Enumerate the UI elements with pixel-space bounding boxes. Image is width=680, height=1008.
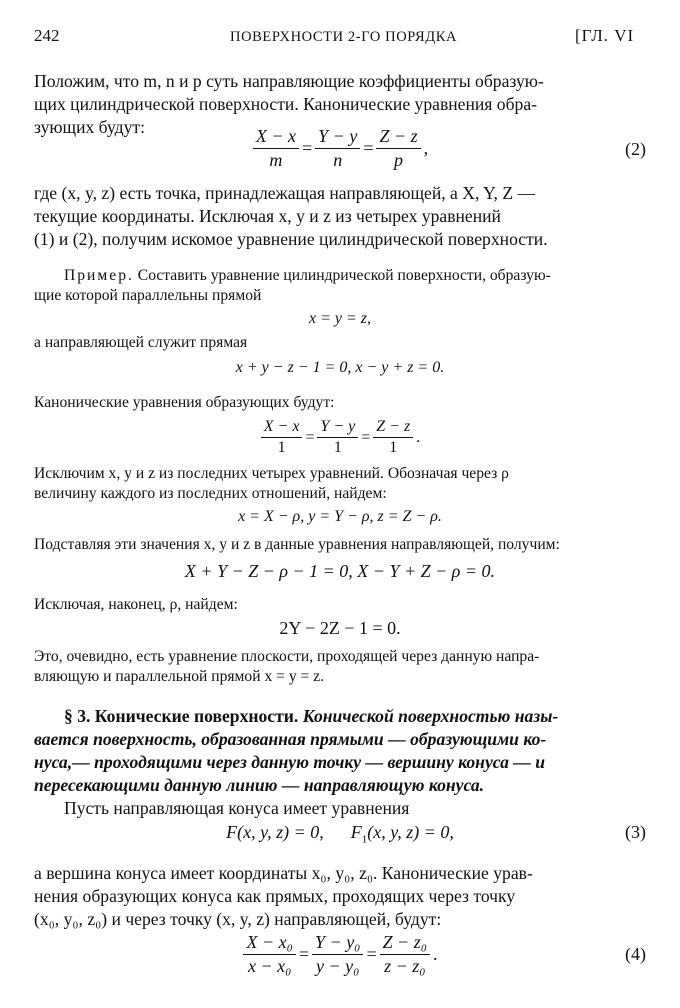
fraction-numerator: Y − y [315, 126, 360, 149]
text-line: пересекающими данную линию — направляющую конуса. [34, 775, 485, 795]
example-block-bottom [34, 647, 646, 687]
subscript: 1 [361, 833, 368, 846]
equation-left: F(x, y, z) = 0, [226, 822, 324, 842]
fraction-denominator: z − z₀ [384, 956, 426, 976]
fraction-denominator: 1 [277, 439, 286, 456]
equation-number: (4) [625, 944, 646, 964]
text-line: величину каждого из последних отношений, найдем: [34, 485, 387, 502]
text-line: Исключим x, y и z из последних четырех уравнений. Обозначая через ρ [34, 465, 509, 482]
running-title: ПОВЕРХНОСТИ 2-ГО ПОРЯДКА [230, 29, 458, 45]
fraction-denominator: y − y₀ [316, 956, 360, 976]
text-line: (1) и (2), получим искомое уравнение цилиндрической поверхности. [34, 229, 548, 249]
text-line [34, 266, 646, 286]
fraction-denominator: 1 [389, 439, 398, 456]
text-line: Канонические уравнения образующих будут: [34, 394, 335, 411]
fraction-denominator: n [333, 150, 343, 170]
text-line: щих цилиндрической поверхности. Канонические уравнения обра- [34, 94, 538, 114]
fraction-numerator: X − x [253, 126, 299, 149]
text-line: Положим, что m, n и p суть направляющие коэффициенты образую- [34, 71, 544, 91]
text-line: Пусть направляющая конуса имеет уравнения [64, 798, 410, 818]
fraction-numerator: X − x [261, 418, 303, 438]
fraction-denominator: 1 [333, 439, 342, 456]
equation-right: (x, y, z) = 0, [367, 822, 454, 842]
text-line: а направляющей служит прямая [34, 334, 248, 351]
equation-substitution: x = X − ρ, y = Y − ρ, z = Z − ρ. [238, 508, 442, 525]
text-line: нения образующих конуса как прямых, проходящих через точку [34, 886, 516, 906]
text-line: Подставляя эти значения x, y и z в данные уравнения направляющей, получим: [34, 536, 560, 553]
equation-canonical-example: $\frac{X - x}{1}$ = $\frac{Y - y}{1}$ = $\frac{Z - z}{1}$ . [0, 418, 680, 457]
fraction-denominator: p [394, 150, 404, 170]
text-line: Это, очевидно, есть уравнение плоскости, проходящей через данную напра- [34, 648, 540, 665]
text-line: где (x, y, z) есть точка, принадлежащая направляющей, а X, Y, Z — [34, 183, 536, 203]
example-block-top [34, 266, 646, 306]
text-line [34, 705, 646, 728]
fraction-numerator: Z − z₀ [380, 932, 430, 955]
text-line: нуса,— проходящими через данную точку — вершину конуса — и [34, 752, 546, 772]
equation-4: $\frac{\text{X − x₀}}{\text{x − x₀}}$ = $\frac{\text{Y − y₀}}{\text{y − y₀}}$ = $\frac{\text{Z − z₀}}{\text{z − z₀}}$ . [0, 932, 680, 977]
fraction-denominator: x − x₀ [247, 956, 292, 976]
equation-plane: 2Y − 2Z − 1 = 0. [279, 618, 401, 638]
text-line: вляющую и параллельной прямой x = y = z. [34, 668, 325, 685]
equation-number: (3) [625, 822, 646, 842]
fraction-numerator: Z − z [373, 418, 413, 438]
example-label: Пример. [64, 267, 134, 284]
fraction-numerator: Y − y₀ [312, 932, 363, 955]
text-line: щие которой параллельны прямой [34, 287, 262, 304]
paragraph-cone [34, 862, 646, 931]
equation-guide-line: x + y − z − 1 = 0, x − y + z = 0. [235, 359, 445, 376]
example-block-middle [34, 464, 646, 504]
paragraph-coordinates [34, 182, 646, 251]
fraction-denominator: m [269, 150, 283, 170]
text-line: текущие координаты. Исключая x, y и z из четырех уравнений [34, 206, 501, 226]
text-line: зующих будут: [34, 117, 145, 137]
chapter-marker: [ГЛ. VI [575, 26, 635, 45]
equation-3 [0, 822, 680, 846]
equation-cylinder-system: X + Y − Z − ρ − 1 = 0, X − Y + Z − ρ = 0. [184, 561, 496, 581]
section-heading: § 3. Конические поверхности. [64, 706, 299, 726]
equation-right-symbol: F [350, 822, 362, 842]
page-number: 242 [34, 26, 60, 45]
equation-line-direction: x = y = z, [308, 310, 372, 327]
fraction-numerator: X − x₀ [243, 932, 295, 955]
text-fragment: Конической поверхностью назы- [298, 706, 559, 726]
text-line: а вершина конуса имеет координаты x₀, y₀, z₀. Канонические урав- [34, 863, 533, 883]
fraction-numerator: Y − y [317, 418, 358, 438]
equation-number: (2) [625, 139, 646, 159]
text-line: Исключая, наконец, ρ, найдем: [34, 596, 238, 613]
section-3 [34, 705, 646, 820]
text-line: вается поверхность, образованная прямыми — образующими ко- [34, 729, 547, 749]
fraction-numerator: Z − z [376, 126, 420, 149]
text-fragment: Составить уравнение цилиндрической поверхности, образую- [133, 267, 551, 284]
equation-2: $\frac{X - x}{m}$ = $\frac{Y - y}{n}$ = $\frac{Z - z}{p}$ , [0, 126, 680, 171]
text-line: (x₀, y₀, z₀) и через точку (x, y, z) направляющей, будут: [34, 909, 442, 929]
